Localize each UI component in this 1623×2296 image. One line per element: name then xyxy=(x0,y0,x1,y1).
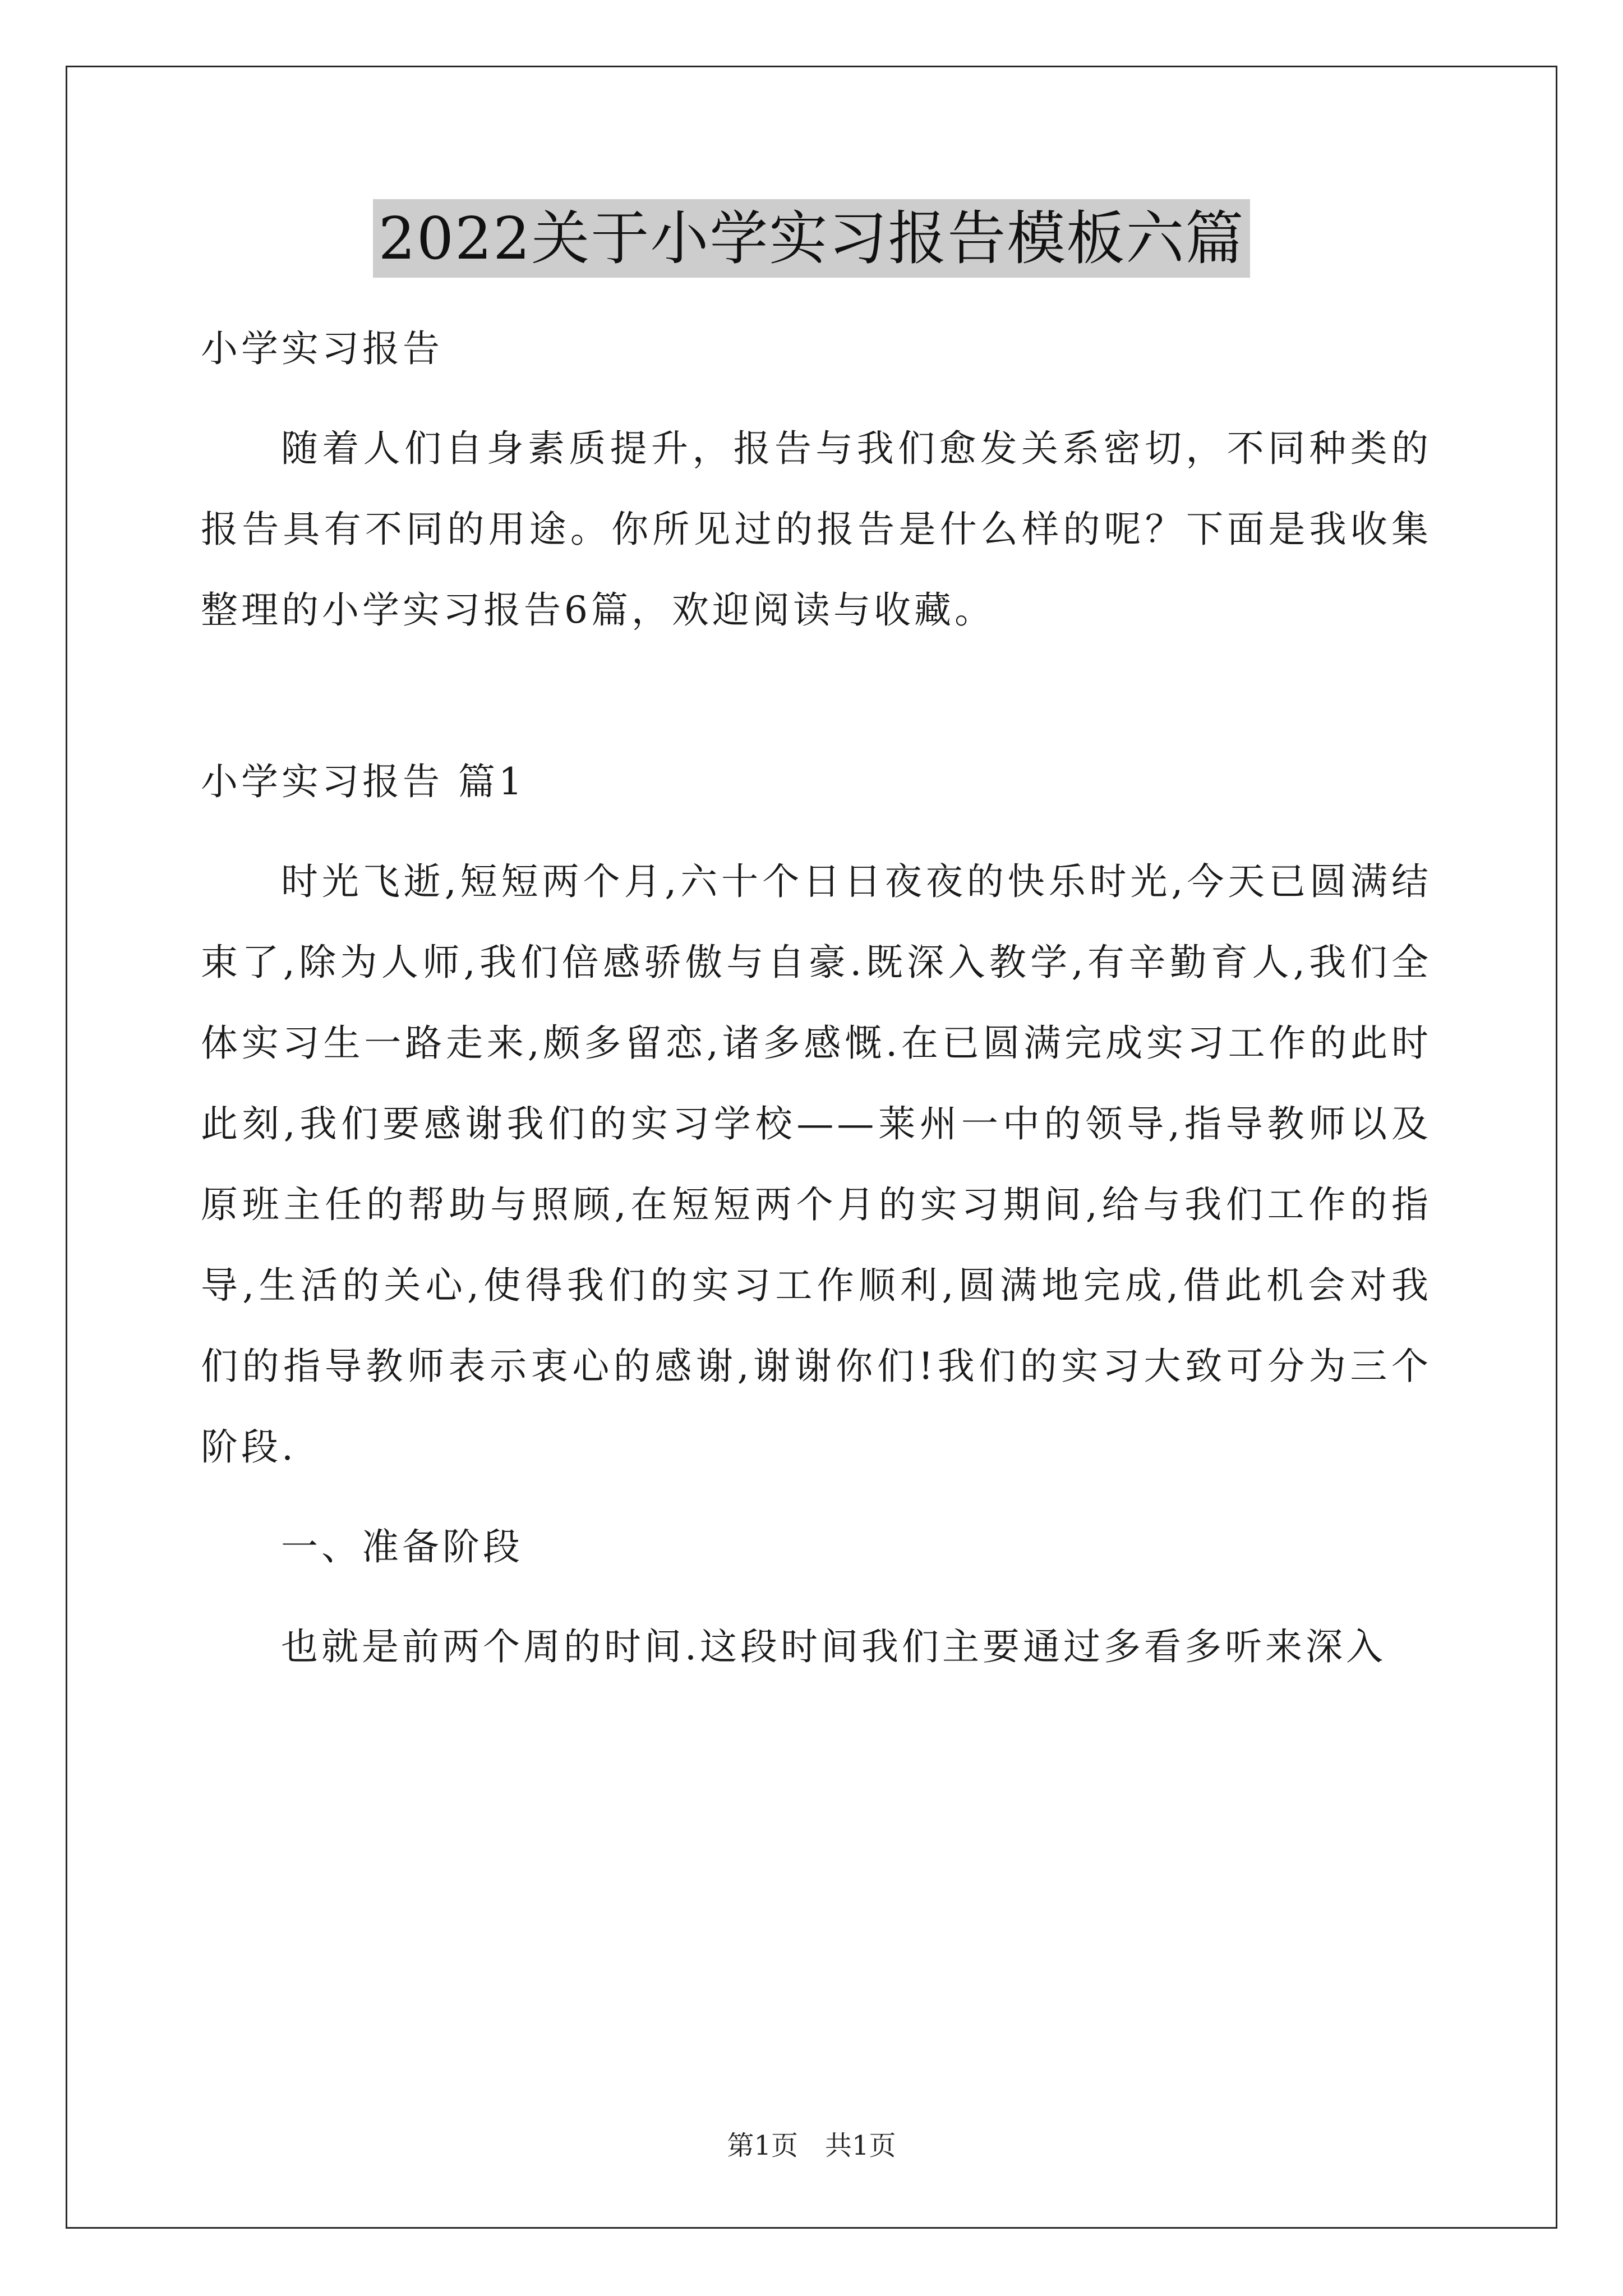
document-body xyxy=(201,309,1432,1687)
section-heading: 小学实习报告 xyxy=(201,327,443,370)
paragraph: 也就是前两个周的时间.这段时间我们主要通过多看多听来深入 xyxy=(281,1625,1386,1668)
subsection-heading: 一、准备阶段 xyxy=(281,1525,523,1568)
page-footer: 第1页 共1页 xyxy=(727,2130,896,2161)
paragraph: 时光飞逝,短短两个月,六十个日日夜夜的快乐时光,今天已圆满结束了,除为人师,我们倍感骄傲与自豪.既深入教学,有辛勤育人,我们全体实习生一路走来,颇多留恋,诸多感慨.在已圆满完成实习工作的此时此刻,我们要感谢我们的实习学校——莱州一中的领导,指导教师以及原班主任的帮助与照顾,在短短两个月的实习期间,给与我们工作的指导,生活的关心,使得我们的实习工作顺利,圆满地完成,借此机会对我们的指导教师表示衷心的感谢,谢谢你们!我们的实习大致可分为三个阶段. xyxy=(201,860,1432,1469)
section-heading: 小学实习报告 篇1 xyxy=(201,760,525,803)
title-container xyxy=(0,199,1623,278)
document-title: 2022关于小学实习报告模板六篇 xyxy=(373,199,1251,278)
paragraph: 随着人们自身素质提升，报告与我们愈发关系密切，不同种类的报告具有不同的用途。你所见过的报告是什么样的呢？下面是我收集整理的小学实习报告6篇，欢迎阅读与收藏。 xyxy=(201,427,1432,632)
